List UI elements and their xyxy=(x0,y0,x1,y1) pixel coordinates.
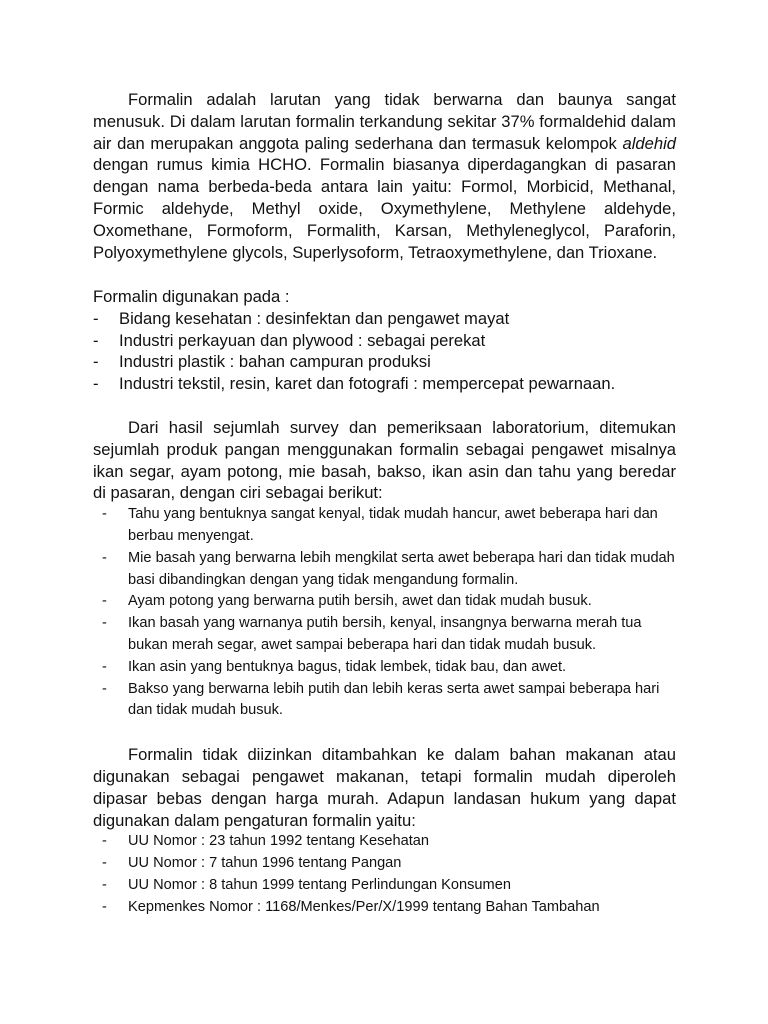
italic-term: aldehid xyxy=(622,133,676,153)
list-item: - Bakso yang berwarna lebih putih dan lebih keras serta awet sampai beberapa hari dan tidak mudah busuk. xyxy=(102,680,660,719)
list-item: - UU Nomor : 23 tahun 1992 tentang Kesehatan xyxy=(102,833,429,850)
paragraph-intro: Formalin adalah larutan yang tidak berwarna dan baunya sangat menusuk. Di dalam larutan formalin terkandung sekitar 37% formaldehid dalam air dan merupakan anggota paling sederhana dan termasuk kelompok aldehid dengan rumus kimia HCHO. Formalin biasanya diperdagangkan di pasaran dengan nama berbeda-beda antara lain yaitu: Formol, Morbicid, Methanal, Formic aldehyde, Methyl oxide, Oxymethylene, Methylene aldehyde, Oxomethane, Formoform, Formalith, Karsan, Methyleneglycol, Paraforin, Polyoxymethylene glycols, Superlysoform, Tetraoxymethylene, dan Trioxane. xyxy=(93,90,676,262)
paragraph-survey: Dari hasil sejumlah survey dan pemeriksaan laboratorium, ditemukan sejumlah produk pangan menggunakan formalin sebagai pengawet misalnya ikan segar, ayam potong, mie basah, bakso, ikan asin dan tahu yang beredar di pasaran, dengan ciri sebagai berikut: xyxy=(93,417,676,503)
uses-intro: Formalin digunakan pada : xyxy=(93,287,290,306)
list-item: - Ikan asin yang bentuknya bagus, tidak lembek, tidak bau, dan awet. xyxy=(102,658,567,675)
list-item: - Industri perkayuan dan plywood : sebagai perekat xyxy=(93,330,486,350)
list-item: - Ayam potong yang berwarna putih bersih, awet dan tidak mudah busuk. xyxy=(102,593,592,610)
list-item: - Mie basah yang berwarna lebih mengkilat serta awet beberapa hari dan tidak mudah basi dibandingkan dengan yang tidak mengandung formalin. xyxy=(102,549,675,588)
uses-list xyxy=(93,308,676,395)
document-page xyxy=(93,89,676,919)
paragraph-regulation: Formalin tidak diizinkan ditambahkan ke dalam bahan makanan atau digunakan sebagai pengawet makanan, tetapi formalin mudah diperoleh dipasar bebas dengan harga murah. Adapun landasan hukum yang dapat digunakan dalam pengaturan formalin yaitu: xyxy=(93,745,676,830)
food-signs-list xyxy=(93,504,676,722)
list-item: - UU Nomor : 7 tahun 1996 tentang Pangan xyxy=(102,855,402,872)
list-item: - Industri tekstil, resin, karet dan fotografi : mempercepat pewarnaan. xyxy=(93,374,616,394)
laws-list xyxy=(93,831,676,918)
list-item: - Kepmenkes Nomor : 1168/Menkes/Per/X/1999 tentang Bahan Tambahan xyxy=(102,898,600,915)
list-item: - Tahu yang bentuknya sangat kenyal, tidak mudah hancur, awet beberapa hari dan berbau menyengat. xyxy=(102,506,658,544)
list-item: - Ikan basah yang warnanya putih bersih, kenyal, insangnya berwarna merah tua bukan merah segar, awet sampai beberapa hari dan tidak mudah busuk. xyxy=(102,615,642,653)
list-item: - Industri plastik : bahan campuran produksi xyxy=(93,352,431,372)
list-item: - Bidang kesehatan : desinfektan dan pengawet mayat xyxy=(93,308,510,328)
list-item: - UU Nomor : 8 tahun 1999 tentang Perlindungan Konsumen xyxy=(102,876,511,893)
